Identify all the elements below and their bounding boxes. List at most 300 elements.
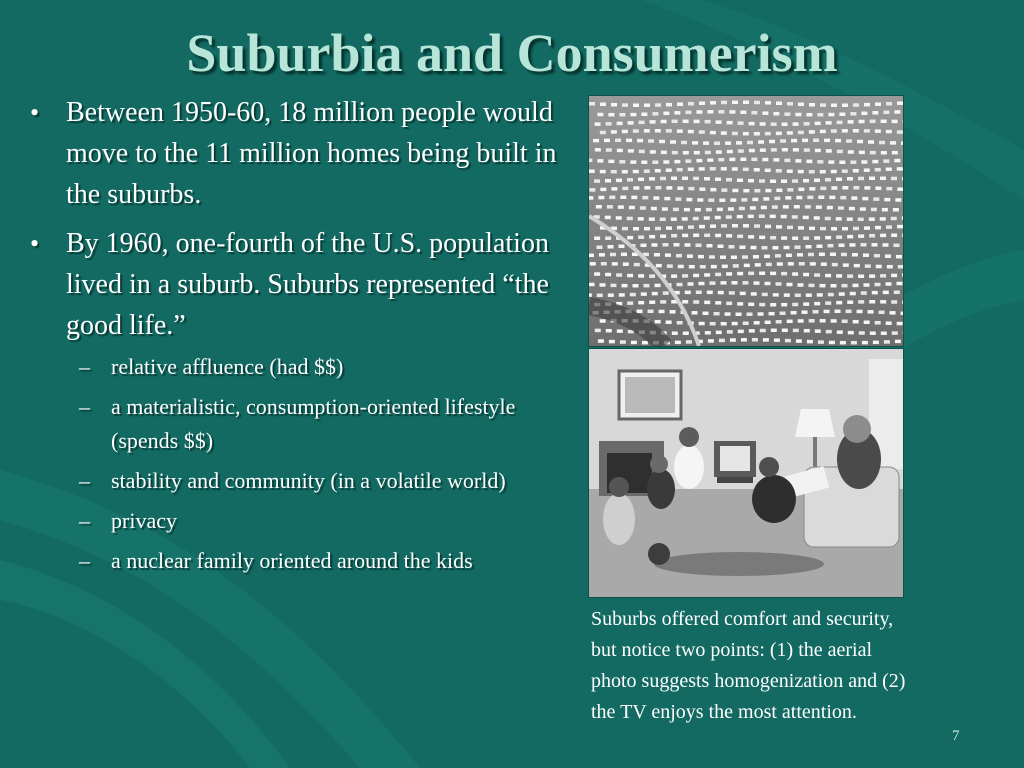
aerial-house-texture <box>695 208 701 212</box>
aerial-house-texture <box>781 272 787 276</box>
sub-bullet-item <box>66 544 568 578</box>
aerial-house-texture <box>792 272 798 276</box>
aerial-house-texture <box>816 244 822 248</box>
aerial-house-texture <box>731 255 737 259</box>
aerial-house-texture <box>886 102 892 106</box>
aerial-house-texture <box>660 217 666 221</box>
aerial-house-texture <box>595 148 601 152</box>
aerial-house-texture <box>678 265 684 269</box>
aerial-house-texture <box>718 158 724 162</box>
aerial-house-texture <box>748 215 754 219</box>
aerial-house-texture <box>792 215 798 219</box>
aerial-house-texture <box>651 243 657 247</box>
aerial-house-texture <box>597 293 603 297</box>
aerial-house-texture <box>608 293 614 297</box>
aerial-house-texture <box>858 177 864 181</box>
aerial-house-texture <box>704 273 710 277</box>
aerial-house-texture <box>763 338 769 342</box>
aerial-house-texture <box>753 255 759 258</box>
aerial-house-texture <box>696 110 702 114</box>
aerial-house-texture <box>875 226 881 230</box>
aerial-house-texture <box>616 216 622 220</box>
aerial-house-texture <box>726 234 732 238</box>
aerial-house-texture <box>847 217 853 221</box>
aerial-house-texture <box>631 341 637 345</box>
aerial-house-texture <box>831 319 837 323</box>
aerial-house-texture <box>842 129 848 133</box>
aerial-house-texture <box>716 120 722 124</box>
aerial-house-texture <box>820 103 826 107</box>
aerial-house-texture <box>655 227 661 231</box>
aerial-house-texture <box>662 207 668 211</box>
aerial-house-texture <box>649 274 655 278</box>
aerial-house-texture <box>737 272 743 276</box>
aerial-house-texture <box>787 320 793 324</box>
aerial-house-texture <box>638 301 644 305</box>
aerial-house-texture <box>797 283 803 287</box>
aerial-house-texture <box>715 234 721 238</box>
aerial-suburb-photo <box>588 95 904 347</box>
aerial-house-texture <box>769 140 775 144</box>
aerial-house-texture <box>830 253 836 257</box>
aerial-house-texture <box>825 236 831 240</box>
aerial-house-texture <box>759 236 765 240</box>
aerial-house-texture <box>630 113 636 117</box>
aerial-house-texture <box>847 177 853 181</box>
sub-bullet-item <box>66 464 568 498</box>
aerial-house-texture <box>715 301 721 305</box>
aerial-house-texture <box>813 139 819 143</box>
aerial-house-texture <box>600 170 606 174</box>
aerial-house-texture <box>886 187 892 191</box>
aerial-house-texture <box>600 131 606 135</box>
aerial-house-texture <box>730 338 736 342</box>
aerial-house-texture <box>863 253 869 257</box>
aerial-house-texture <box>710 167 716 171</box>
aerial-house-texture <box>782 329 788 333</box>
aerial-house-texture <box>674 160 680 164</box>
aerial-house-texture <box>655 129 661 133</box>
aerial-house-texture <box>828 113 834 117</box>
aerial-house-texture <box>743 168 749 172</box>
aerial-house-texture <box>853 320 859 324</box>
aerial-house-texture <box>841 284 847 288</box>
aerial-house-texture <box>637 310 643 314</box>
bullet-item <box>28 223 568 578</box>
aerial-house-texture <box>664 197 670 201</box>
aerial-house-texture <box>717 208 723 212</box>
aerial-house-texture <box>806 293 812 297</box>
aerial-house-texture <box>649 300 655 304</box>
aerial-house-texture <box>840 341 846 345</box>
aerial-house-texture <box>864 320 870 324</box>
aerial-house-texture <box>589 188 595 192</box>
aerial-house-texture <box>736 312 742 316</box>
aerial-house-texture <box>730 198 736 202</box>
aerial-house-texture <box>875 129 881 133</box>
aerial-house-texture <box>842 169 848 173</box>
aerial-house-texture <box>715 216 721 220</box>
aerial-house-texture <box>725 141 731 145</box>
aerial-house-texture <box>813 310 819 314</box>
aerial-house-texture <box>666 320 672 324</box>
aerial-house-texture <box>824 139 830 143</box>
aerial-house-texture <box>786 283 792 287</box>
aerial-house-texture <box>704 177 710 181</box>
aerial-house-texture <box>689 265 695 269</box>
aerial-house-texture <box>783 205 789 209</box>
sub-bullet-text: stability and community (in a volatile world) <box>111 468 506 493</box>
aerial-house-texture <box>858 217 864 221</box>
sub-bullet-list <box>66 350 568 578</box>
aerial-house-texture <box>894 110 900 114</box>
aerial-house-texture <box>784 293 790 297</box>
aerial-house-texture <box>610 253 616 257</box>
aerial-house-texture <box>839 292 845 296</box>
aerial-house-texture <box>605 179 611 183</box>
aerial-house-texture <box>666 129 672 133</box>
aerial-house-texture <box>814 273 820 277</box>
aerial-house-texture <box>828 293 834 297</box>
aerial-house-texture <box>850 292 856 296</box>
aerial-house-texture <box>803 236 809 240</box>
aerial-house-texture <box>851 341 857 345</box>
aerial-house-texture <box>798 170 804 174</box>
aerial-house-texture <box>818 196 824 200</box>
aerial-house-texture <box>849 207 855 211</box>
aerial-house-texture <box>821 262 827 266</box>
aerial-house-texture <box>693 300 699 304</box>
aerial-house-texture <box>798 319 804 323</box>
aerial-house-texture <box>672 151 678 155</box>
aerial-house-texture <box>718 291 724 295</box>
aerial-house-texture <box>837 121 843 125</box>
aerial-house-texture <box>784 159 790 163</box>
aerial-house-texture <box>861 291 867 295</box>
aerial-house-texture <box>838 206 844 210</box>
aerial-house-texture <box>872 291 878 295</box>
aerial-house-texture <box>829 196 835 200</box>
aerial-house-texture <box>618 245 624 249</box>
aerial-house-texture <box>594 272 600 276</box>
aerial-house-texture <box>796 339 802 343</box>
aerial-house-texture <box>806 160 812 164</box>
aerial-house-texture <box>748 179 754 183</box>
aerial-house-texture <box>622 130 628 134</box>
aerial-house-texture <box>749 149 755 153</box>
aerial-house-texture <box>810 262 816 266</box>
aerial-house-texture <box>747 141 753 145</box>
aerial-house-texture <box>638 178 644 182</box>
aerial-house-texture <box>733 264 739 268</box>
aerial-house-texture <box>595 329 601 333</box>
aerial-house-texture <box>717 245 723 249</box>
aerial-house-texture <box>618 205 624 209</box>
aerial-house-texture <box>820 319 826 323</box>
aerial-house-texture <box>611 187 617 191</box>
aerial-house-texture <box>805 205 811 209</box>
aerial-house-texture <box>748 303 754 307</box>
aerial-house-texture <box>721 224 727 228</box>
aerial-house-texture <box>743 224 749 228</box>
aerial-house-texture <box>859 120 865 124</box>
aerial-house-texture <box>706 244 712 248</box>
aerial-house-texture <box>798 188 804 192</box>
aerial-house-texture <box>897 322 903 326</box>
aerial-house-texture <box>711 265 717 269</box>
aerial-house-texture <box>776 169 782 173</box>
aerial-house-texture <box>732 101 738 105</box>
aerial-house-texture <box>825 301 831 305</box>
aerial-house-texture <box>694 151 700 155</box>
aerial-house-texture <box>858 274 864 278</box>
aerial-house-texture <box>687 254 693 257</box>
aerial-house-texture <box>676 254 682 258</box>
aerial-house-texture <box>718 110 724 113</box>
aerial-house-texture <box>793 329 799 333</box>
aerial-house-texture <box>770 303 776 307</box>
aerial-house-texture <box>600 319 606 323</box>
aerial-house-texture <box>719 339 725 343</box>
aerial-house-texture <box>836 217 842 221</box>
aerial-house-texture <box>814 236 820 240</box>
aerial-house-texture <box>869 177 875 181</box>
aerial-house-texture <box>862 341 868 345</box>
aerial-house-texture <box>893 244 899 248</box>
aerial-house-texture <box>633 227 639 231</box>
aerial-house-texture <box>771 148 777 152</box>
aerial-house-texture <box>705 331 711 335</box>
aerial-house-texture <box>620 196 626 200</box>
aerial-house-texture <box>759 215 765 219</box>
aerial-house-texture <box>600 188 606 192</box>
aerial-house-texture <box>633 129 639 133</box>
aerial-house-texture <box>722 265 728 269</box>
aerial-house-texture <box>594 236 600 240</box>
aerial-house-texture <box>895 198 901 202</box>
aerial-house-texture <box>671 217 677 221</box>
aerial-house-texture <box>644 169 650 173</box>
aerial-house-texture <box>615 139 621 143</box>
aerial-house-texture <box>819 284 825 288</box>
aerial-house-texture <box>628 121 634 125</box>
aerial-house-texture <box>626 139 632 143</box>
aerial-house-texture <box>589 254 594 258</box>
aerial-house-texture <box>803 302 809 306</box>
aerial-house-texture <box>870 120 876 124</box>
aerial-house-texture <box>677 103 683 107</box>
aerial-house-texture <box>726 178 732 182</box>
aerial-house-texture <box>688 102 694 106</box>
aerial-house-texture <box>886 167 892 171</box>
aerial-house-texture <box>589 293 592 297</box>
aerial-house-texture <box>881 120 887 124</box>
aerial-house-texture <box>693 177 699 181</box>
aerial-house-texture <box>864 226 870 230</box>
aerial-house-texture <box>663 291 669 295</box>
aerial-house-texture <box>848 120 854 124</box>
dash-icon: – <box>79 354 90 379</box>
aerial-house-texture <box>881 331 887 335</box>
aerial-house-texture <box>868 140 874 144</box>
aerial-house-texture <box>751 292 757 296</box>
aerial-house-texture <box>662 243 668 247</box>
aerial-house-texture <box>815 122 821 126</box>
aerial-house-texture <box>820 187 826 191</box>
aerial-house-texture <box>754 132 760 136</box>
aerial-house-texture <box>737 302 743 306</box>
aerial-house-texture <box>699 225 705 229</box>
aerial-house-texture <box>792 303 798 307</box>
aerial-house-texture <box>816 205 822 209</box>
aerial-house-texture <box>882 208 888 212</box>
aerial-house-texture <box>835 139 841 143</box>
aerial-house-texture <box>839 160 845 164</box>
aerial-house-texture <box>776 102 782 106</box>
aerial-house-texture <box>628 149 634 153</box>
aerial-house-texture <box>853 169 859 173</box>
aerial-house-texture <box>832 263 838 267</box>
aerial-house-texture <box>648 139 654 143</box>
aerial-house-texture <box>659 310 665 314</box>
aerial-house-texture <box>744 264 750 268</box>
aerial-house-texture <box>683 151 689 155</box>
aerial-house-texture <box>630 293 636 297</box>
aerial-house-texture <box>633 103 639 107</box>
aerial-house-texture <box>710 101 716 105</box>
aerial-house-texture <box>804 122 810 126</box>
aerial-house-texture <box>708 339 714 343</box>
aerial-house-texture <box>633 170 639 174</box>
aerial-house-texture <box>726 215 732 219</box>
aerial-house-texture <box>605 236 611 240</box>
aerial-house-texture <box>850 112 856 116</box>
aerial-house-texture <box>650 150 656 154</box>
aerial-house-texture <box>721 101 727 105</box>
aerial-house-texture <box>747 312 753 316</box>
aerial-house-texture <box>902 234 903 238</box>
aerial-house-texture <box>765 321 771 325</box>
aerial-house-texture <box>851 196 857 200</box>
aerial-house-texture <box>697 198 703 202</box>
aerial-house-texture <box>737 178 743 182</box>
aerial-house-texture <box>673 208 679 212</box>
aerial-house-texture <box>671 177 677 181</box>
aerial-house-texture <box>839 112 845 116</box>
aerial-house-texture <box>787 226 793 230</box>
aerial-house-texture <box>677 168 683 172</box>
aerial-house-texture <box>640 244 646 248</box>
aerial-house-texture <box>793 148 799 152</box>
aerial-house-texture <box>655 103 661 107</box>
aerial-house-texture <box>686 198 692 202</box>
aerial-house-texture <box>871 243 877 247</box>
aerial-house-texture <box>775 254 781 258</box>
aerial-house-texture <box>622 227 628 231</box>
aerial-house-texture <box>738 149 744 153</box>
aerial-house-texture <box>803 179 809 183</box>
aerial-house-texture <box>897 101 903 105</box>
aerial-house-texture <box>634 263 640 267</box>
aerial-house-texture <box>875 168 881 172</box>
aerial-house-texture <box>897 225 903 229</box>
aerial-house-texture <box>600 103 606 107</box>
aerial-house-texture <box>891 217 897 221</box>
aerial-house-texture <box>741 338 747 342</box>
aerial-house-texture <box>869 300 875 304</box>
aerial-house-texture <box>682 217 688 221</box>
aerial-house-texture <box>826 121 832 125</box>
aerial-house-texture <box>710 322 716 326</box>
aerial-house-texture <box>752 338 758 342</box>
aerial-house-texture <box>760 122 766 126</box>
bullet-list <box>28 92 568 578</box>
aerial-house-texture <box>842 320 848 324</box>
aerial-house-texture <box>886 321 892 325</box>
aerial-house-texture <box>675 341 681 345</box>
aerial-house-texture <box>885 282 891 286</box>
aerial-house-texture <box>770 179 776 183</box>
aerial-house-texture <box>589 159 592 163</box>
aerial-house-texture <box>726 302 732 306</box>
aerial-house-texture <box>803 216 809 220</box>
aerial-house-texture <box>748 272 754 276</box>
slide-number: 7 <box>952 728 960 744</box>
aerial-house-texture <box>682 234 688 238</box>
sub-bullet-text: a nuclear family oriented around the kids <box>111 548 473 573</box>
aerial-house-texture <box>869 217 875 221</box>
aerial-house-texture <box>860 207 866 211</box>
aerial-house-texture <box>791 311 797 315</box>
aerial-house-texture <box>776 320 782 324</box>
aerial-house-texture <box>604 139 610 143</box>
aerial-house-texture <box>824 310 830 314</box>
aerial-house-texture <box>759 303 765 307</box>
aerial-house-texture <box>720 281 726 285</box>
aerial-house-texture <box>897 187 903 191</box>
aerial-house-texture <box>861 160 867 164</box>
aerial-house-texture <box>781 215 787 219</box>
aerial-house-texture <box>750 206 756 210</box>
aerial-house-texture <box>641 160 647 164</box>
aerial-house-texture <box>677 321 683 325</box>
aerial-house-texture <box>769 312 775 316</box>
aerial-house-texture <box>748 235 754 239</box>
aerial-house-texture <box>818 340 824 344</box>
aerial-house-texture <box>770 215 776 219</box>
aerial-house-texture <box>881 151 887 155</box>
aerial-house-texture <box>740 158 746 162</box>
aerial-house-texture <box>671 234 677 238</box>
aerial-house-texture <box>738 121 744 125</box>
aerial-house-texture <box>804 148 810 152</box>
aerial-house-texture <box>835 310 841 314</box>
aerial-house-texture <box>836 274 842 278</box>
aerial-house-texture <box>808 253 814 256</box>
aerial-house-texture <box>732 167 738 171</box>
aerial-house-texture <box>619 113 625 117</box>
aerial-house-texture <box>683 331 689 335</box>
aerial-house-texture <box>693 274 699 278</box>
family-watching-tv-photo <box>588 348 904 598</box>
aerial-house-texture <box>637 139 643 143</box>
aerial-house-texture <box>742 281 748 285</box>
aerial-house-texture <box>857 140 863 144</box>
aerial-house-texture <box>715 273 721 277</box>
aerial-house-texture <box>632 284 638 288</box>
aerial-house-texture <box>879 141 885 145</box>
aerial-house-texture <box>605 216 611 220</box>
